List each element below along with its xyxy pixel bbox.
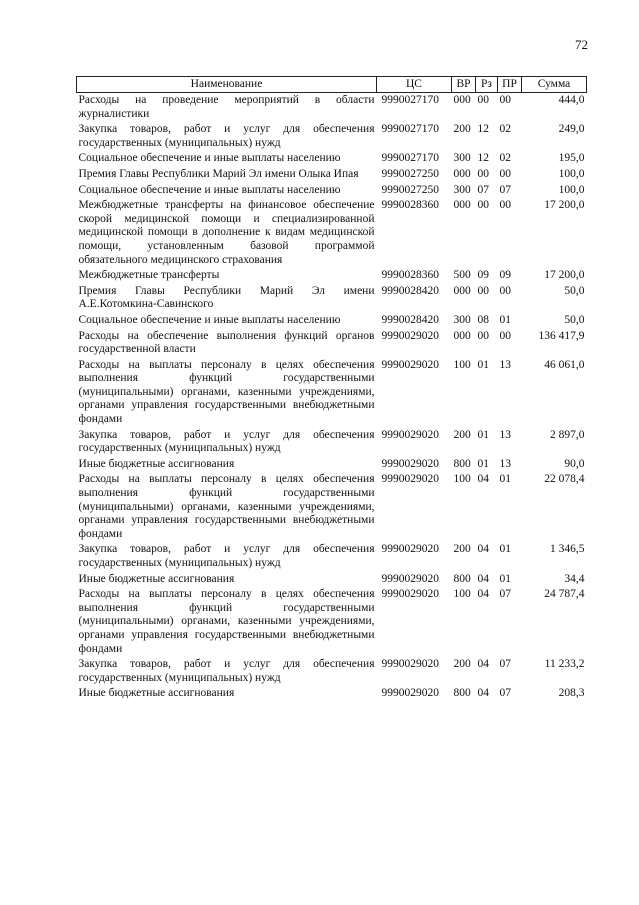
- cell-rz: 01: [477, 358, 489, 371]
- cell-sum: 444,0: [558, 94, 585, 106]
- cell-cs: 9990029020: [381, 687, 439, 700]
- cell-rz: 00: [477, 329, 489, 342]
- cell-name: Иные бюджетные ассигнования: [78, 457, 235, 470]
- cell-pr: 13: [499, 428, 511, 441]
- cell-vr: 800: [453, 572, 471, 585]
- cell-name: Социальное обеспечение и иные выплаты населению: [78, 183, 341, 196]
- cell-vr: 000: [453, 199, 471, 212]
- cell-name: Расходы на выплаты персоналу в целях обеспечения выполнения функций государственными (муниципальными) органами, казенными учреждениями, органами управления государственными внебюджетными фондами: [78, 588, 375, 655]
- table-row: [77, 358, 587, 428]
- cell-name: Расходы на проведение мероприятий в области журналистики: [78, 94, 375, 120]
- header-pr: ПР: [498, 77, 522, 93]
- cell-vr: 800: [453, 457, 471, 470]
- cell-rz: 09: [477, 269, 489, 282]
- cell-rz: 00: [477, 199, 489, 212]
- cell-rz: 00: [477, 284, 489, 297]
- cell-pr: 07: [499, 183, 511, 196]
- cell-vr: 000: [453, 167, 471, 180]
- table-row: [77, 122, 587, 151]
- cell-pr: 13: [499, 457, 511, 470]
- cell-sum: 100,0: [558, 183, 585, 196]
- cell-sum: 17 200,0: [544, 269, 585, 282]
- cell-pr: 00: [499, 284, 511, 297]
- cell-name: Премия Главы Республики Марий Эл имени А.Е.Котомкина-Савинского: [78, 284, 375, 311]
- header-cs: ЦС: [377, 77, 452, 93]
- cell-cs: 9990029020: [381, 658, 439, 671]
- cell-name: Иные бюджетные ассигнования: [78, 572, 235, 585]
- cell-pr: 02: [499, 123, 511, 136]
- header-vr: ВР: [452, 77, 476, 93]
- table-row: [77, 686, 587, 702]
- cell-cs: 9990029020: [381, 428, 439, 441]
- cell-sum: 249,0: [558, 123, 585, 136]
- cell-cs: 9990028360: [381, 269, 439, 282]
- cell-cs: 9990029020: [381, 358, 439, 371]
- cell-vr: 500: [453, 269, 471, 282]
- cell-sum: 11 233,2: [544, 658, 585, 671]
- cell-pr: 13: [499, 358, 511, 371]
- table-row: [77, 572, 587, 588]
- cell-cs: 9990029020: [381, 572, 439, 585]
- cell-name: Расходы на выплаты персоналу в целях обеспечения выполнения функций государственными (муниципальными) органами, казенными учреждениями, органами управления государственными внебюджетными фондами: [78, 473, 375, 540]
- cell-rz: 12: [477, 123, 489, 136]
- cell-cs: 9990027250: [381, 167, 439, 180]
- table-row: [77, 284, 587, 313]
- cell-sum: 90,0: [564, 457, 585, 470]
- cell-cs: 9990028420: [381, 313, 439, 326]
- cell-rz: 00: [477, 94, 489, 106]
- cell-sum: 22 078,4: [544, 473, 585, 486]
- cell-name: Закупка товаров, работ и услуг для обеспечения государственных (муниципальных) нужд: [78, 658, 375, 684]
- cell-pr: 00: [499, 167, 511, 180]
- table-body: [77, 93, 587, 702]
- cell-name: Межбюджетные трансферты на финансовое обеспечение скорой медицинской помощи и специализированной медицинской помощи в дополнение к видам медицинской помощи, установленным базовой программой обязательного медицинского страхования: [78, 199, 375, 266]
- cell-rz: 01: [477, 457, 489, 470]
- cell-pr: 07: [499, 687, 511, 700]
- header-name: Наименование: [77, 77, 377, 93]
- table-row: [77, 542, 587, 571]
- cell-rz: 04: [477, 473, 489, 486]
- cell-name: Премия Главы Республики Марий Эл имени Олыка Ипая: [78, 167, 359, 180]
- cell-rz: 12: [477, 152, 489, 165]
- cell-sum: 195,0: [558, 152, 585, 165]
- cell-cs: 9990027170: [381, 123, 439, 136]
- cell-pr: 01: [499, 313, 511, 326]
- cell-pr: 09: [499, 269, 511, 282]
- cell-name: Иные бюджетные ассигнования: [78, 687, 235, 700]
- cell-name: Социальное обеспечение и иные выплаты населению: [78, 152, 341, 165]
- cell-cs: 9990027170: [381, 94, 439, 106]
- cell-sum: 208,3: [558, 687, 585, 700]
- cell-sum: 34,4: [564, 572, 585, 585]
- cell-pr: 07: [499, 588, 511, 601]
- cell-cs: 9990029020: [381, 543, 439, 556]
- cell-name: Закупка товаров, работ и услуг для обеспечения государственных (муниципальных) нужд: [78, 428, 375, 455]
- table-header-row: [77, 77, 587, 93]
- cell-rz: 04: [477, 543, 489, 556]
- cell-pr: 00: [499, 199, 511, 212]
- cell-pr: 01: [499, 543, 511, 556]
- cell-cs: 9990027250: [381, 183, 439, 196]
- cell-name: Расходы на выплаты персоналу в целях обеспечения выполнения функций государственными (муниципальными) органами, казенными учреждениями, органами управления государственными внебюджетными фондами: [78, 358, 375, 426]
- cell-sum: 50,0: [564, 284, 585, 297]
- table-row: [77, 167, 587, 183]
- cell-name: Социальное обеспечение и иные выплаты населению: [78, 313, 341, 326]
- cell-sum: 136 417,9: [538, 329, 585, 342]
- cell-vr: 000: [453, 329, 471, 342]
- table-row: [77, 313, 587, 329]
- table-row: [77, 93, 587, 123]
- cell-sum: 100,0: [558, 167, 585, 180]
- table-row: [77, 587, 587, 657]
- cell-pr: 07: [499, 658, 511, 671]
- table-row: [77, 428, 587, 457]
- cell-vr: 300: [453, 313, 471, 326]
- cell-cs: 9990029020: [381, 588, 439, 601]
- cell-sum: 50,0: [564, 313, 585, 326]
- cell-sum: 17 200,0: [544, 199, 585, 212]
- cell-cs: 9990029020: [381, 329, 439, 342]
- page-number: 72: [575, 37, 588, 52]
- cell-vr: 200: [453, 123, 471, 136]
- cell-vr: 000: [453, 284, 471, 297]
- cell-vr: 300: [453, 183, 471, 196]
- cell-name: Закупка товаров, работ и услуг для обеспечения государственных (муниципальных) нужд: [78, 123, 375, 149]
- table-row: [77, 198, 587, 268]
- budget-table: [76, 76, 587, 702]
- cell-rz: 04: [477, 658, 489, 671]
- table-row: [77, 151, 587, 167]
- cell-vr: 300: [453, 152, 471, 165]
- cell-vr: 200: [453, 658, 471, 671]
- cell-pr: 01: [499, 473, 511, 486]
- cell-vr: 000: [453, 94, 471, 106]
- cell-name: Межбюджетные трансферты: [78, 269, 220, 282]
- header-sum: Сумма: [522, 77, 587, 93]
- cell-sum: 2 897,0: [550, 428, 585, 441]
- header-rz: Рз: [476, 77, 498, 93]
- table-row: [77, 657, 587, 686]
- cell-rz: 08: [477, 313, 489, 326]
- table-row: [77, 472, 587, 542]
- cell-vr: 100: [453, 358, 471, 371]
- cell-vr: 200: [453, 543, 471, 556]
- table-row: [77, 329, 587, 358]
- table-row: [77, 268, 587, 284]
- cell-sum: 46 061,0: [544, 358, 585, 371]
- cell-cs: 9990028420: [381, 284, 439, 297]
- cell-rz: 04: [477, 588, 489, 601]
- cell-pr: 01: [499, 572, 511, 585]
- cell-name: Расходы на обеспечение выполнения функций органов государственной власти: [78, 329, 375, 356]
- cell-vr: 100: [453, 473, 471, 486]
- cell-vr: 800: [453, 687, 471, 700]
- cell-sum: 1 346,5: [550, 543, 585, 556]
- cell-pr: 02: [499, 152, 511, 165]
- cell-rz: 00: [477, 167, 489, 180]
- cell-cs: 9990029020: [381, 473, 439, 486]
- cell-rz: 04: [477, 572, 489, 585]
- cell-pr: 00: [499, 329, 511, 342]
- cell-rz: 04: [477, 687, 489, 700]
- cell-cs: 9990029020: [381, 457, 439, 470]
- cell-cs: 9990027170: [381, 152, 439, 165]
- cell-vr: 100: [453, 588, 471, 601]
- cell-vr: 200: [453, 428, 471, 441]
- table-row: [77, 183, 587, 199]
- cell-pr: 00: [499, 94, 511, 106]
- cell-rz: 01: [477, 428, 489, 441]
- cell-name: Закупка товаров, работ и услуг для обеспечения государственных (муниципальных) нужд: [78, 543, 375, 569]
- cell-rz: 07: [477, 183, 489, 196]
- cell-sum: 24 787,4: [544, 588, 585, 601]
- table-row: [77, 457, 587, 473]
- cell-cs: 9990028360: [381, 199, 439, 212]
